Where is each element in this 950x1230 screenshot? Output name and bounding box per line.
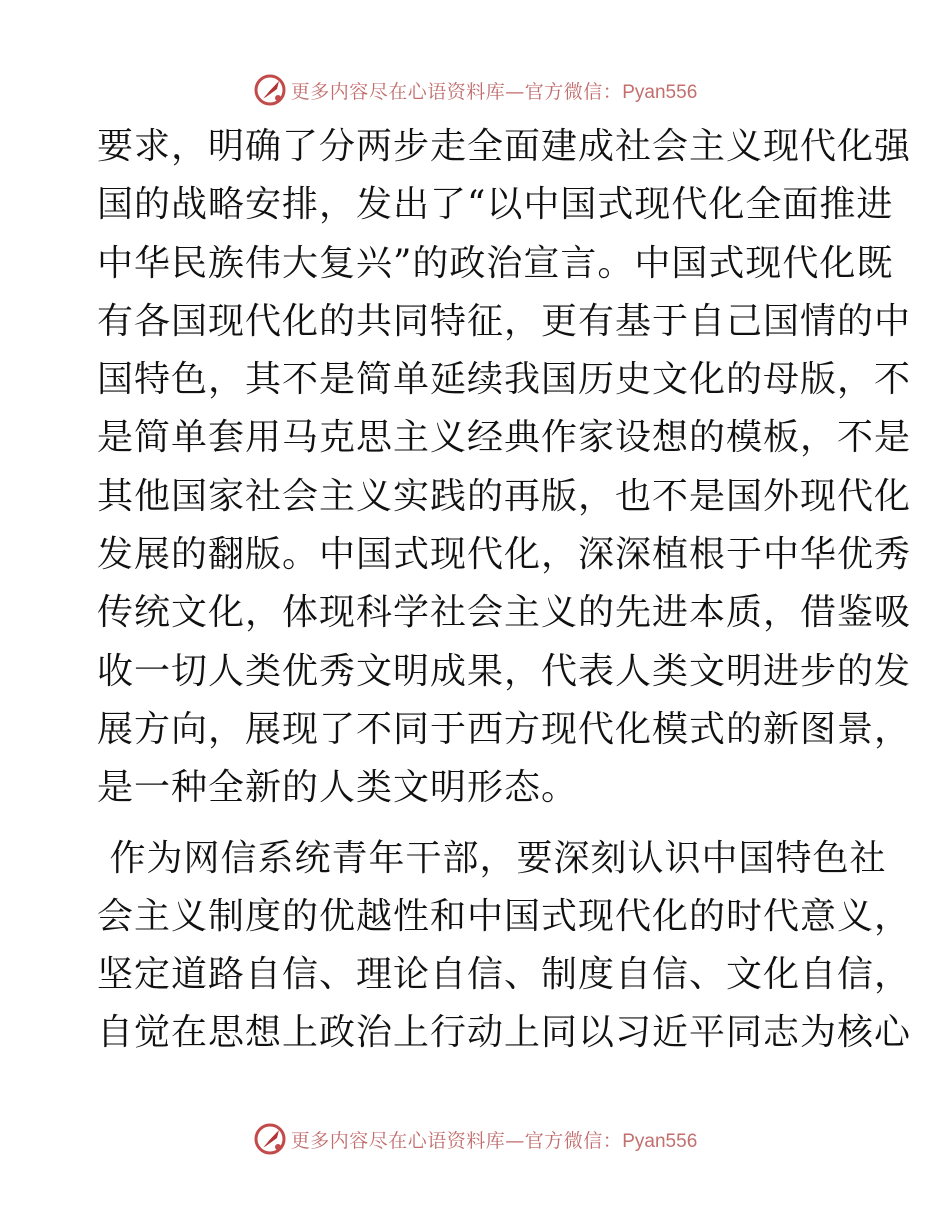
watermark-text: 更多内容尽在心语资料库—官方微信：Pyan556	[290, 1129, 698, 1152]
text-line: 国的战略安排，发出了“以中国式现代化全面推进	[97, 184, 894, 226]
text-line: 是一种全新的人类文明形态。	[97, 767, 579, 809]
quill-logo-icon	[253, 1122, 287, 1156]
text-line: 自觉在思想上政治上行动上同以习近平同志为核心	[97, 1012, 912, 1054]
text-line: 会主义制度的优越性和中国式现代化的时代意义，	[97, 895, 912, 937]
text-line: 展方向，展现了不同于西方现代化模式的新图景，	[97, 708, 912, 750]
text-line: 坚定道路自信、理论自信、制度自信、文化自信，	[97, 954, 912, 996]
watermark-account: Pyan556	[622, 1130, 698, 1152]
watermark-text: 更多内容尽在心语资料库—官方微信：Pyan556	[290, 80, 698, 103]
paragraph	[97, 830, 912, 1063]
quill-logo-icon	[253, 73, 287, 107]
text-line: 发展的翻版。中国式现代化，深深植根于中华优秀	[97, 534, 912, 576]
text-line: 国特色，其不是简单延续我国历史文化的母版，不	[97, 359, 912, 401]
paragraph	[97, 118, 912, 818]
text-line: 有各国现代化的共同特征，更有基于自己国情的中	[97, 300, 912, 342]
text-line: 作为网信系统青年干部，要深刻认识中国特色社	[97, 837, 887, 879]
text-line: 中华民族伟大复兴”的政治宣言。中国式现代化既	[97, 242, 894, 284]
text-line: 要求，明确了分两步走全面建成社会主义现代化强	[97, 126, 912, 167]
text-line: 是简单套用马克思主义经典作家设想的模板，不是	[97, 417, 912, 459]
document-body	[97, 118, 912, 1063]
footer-watermark	[0, 1119, 950, 1159]
text-line: 其他国家社会主义实践的再版，也不是国外现代化	[97, 475, 912, 517]
text-line: 收一切人类优秀文明成果，代表人类文明进步的发	[97, 650, 912, 692]
watermark-account: Pyan556	[622, 81, 698, 103]
header-watermark	[0, 70, 950, 110]
text-line: 传统文化，体现科学社会主义的先进本质，借鉴吸	[97, 592, 912, 634]
